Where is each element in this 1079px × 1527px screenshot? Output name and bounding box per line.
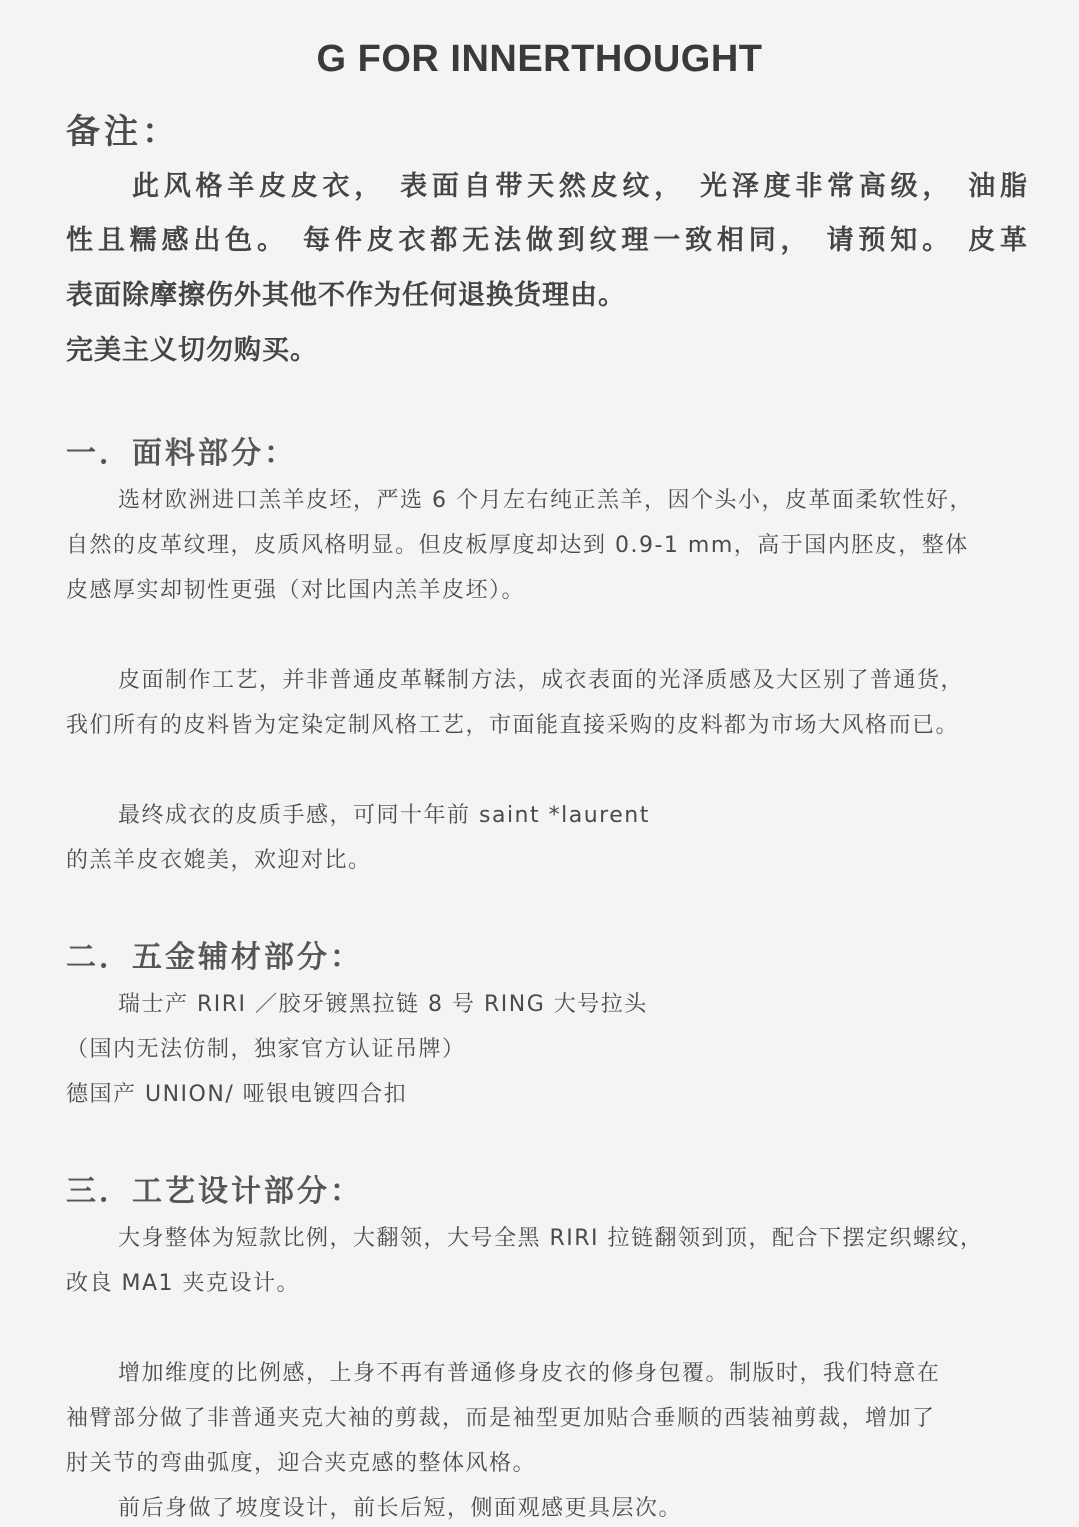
body-line: 德国产 UNION/ 哑银电镀四合扣 — [66, 1082, 408, 1107]
note-line: 性且糯感出色。 每件皮衣都无法做到纹理一致相同， 请预知。 皮革 — [66, 225, 1028, 256]
body-line: 皮面制作工艺，并非普通皮革鞣制方法，成衣表面的光泽质感及大区别了普通货， — [118, 668, 965, 693]
document-title: G FOR INNERTHOUGHT — [316, 38, 763, 80]
note-heading: 备注： — [66, 112, 180, 152]
body-line: 我们所有的皮料皆为定染定制风格工艺，市面能直接采购的皮料都为市场大风格而已。 — [66, 713, 960, 738]
body-line: 最终成衣的皮质手感，可同十年前 saint *laurent — [118, 803, 650, 828]
section-heading-fabric: 一．面料部分： — [66, 436, 297, 471]
body-line: 自然的皮革纹理，皮质风格明显。但皮板厚度却达到 0.9-1 mm，高于国内胚皮，整体 — [66, 533, 969, 558]
section-heading-design: 三．工艺设计部分： — [66, 1174, 363, 1209]
note-line: 完美主义切勿购买。 — [66, 335, 318, 366]
body-line: 选材欧洲进口羔羊皮坯，严选 6 个月左右纯正羔羊，因个头小，皮革面柔软性好， — [118, 488, 973, 513]
note-line: 表面除摩擦伤外其他不作为任何退换货理由。 — [66, 280, 626, 311]
body-line: 大身整体为短款比例，大翻领，大号全黑 RIRI 拉链翻领到顶，配合下摆定织螺纹， — [118, 1226, 984, 1251]
body-line: 的羔羊皮衣媲美，欢迎对比。 — [66, 848, 372, 873]
body-line: 皮感厚实却韧性更强（对比国内羔羊皮坯）。 — [66, 578, 526, 603]
body-line: 袖臂部分做了非普通夹克大袖的剪裁，而是袖型更加贴合垂顺的西装袖剪裁，增加了 — [66, 1406, 936, 1431]
body-line: 肘关节的弯曲弧度，迎合夹克感的整体风格。 — [66, 1451, 537, 1476]
body-line: 前后身做了坡度设计，前长后短，侧面观感更具层次。 — [118, 1496, 683, 1521]
section-heading-hardware: 二．五金辅材部分： — [66, 940, 363, 975]
body-line: 增加维度的比例感，上身不再有普通修身皮衣的修身包覆。制版时，我们特意在 — [118, 1361, 941, 1386]
note-line: 此风格羊皮皮衣， 表面自带天然皮纹， 光泽度非常高级， 油脂 — [132, 171, 1028, 202]
body-line: 改良 MA1 夹克设计。 — [66, 1271, 301, 1296]
body-line: （国内无法仿制，独家官方认证吊牌） — [66, 1037, 466, 1062]
body-line: 瑞士产 RIRI ／胶牙镀黑拉链 8 号 RING 大号拉头 — [118, 992, 648, 1017]
